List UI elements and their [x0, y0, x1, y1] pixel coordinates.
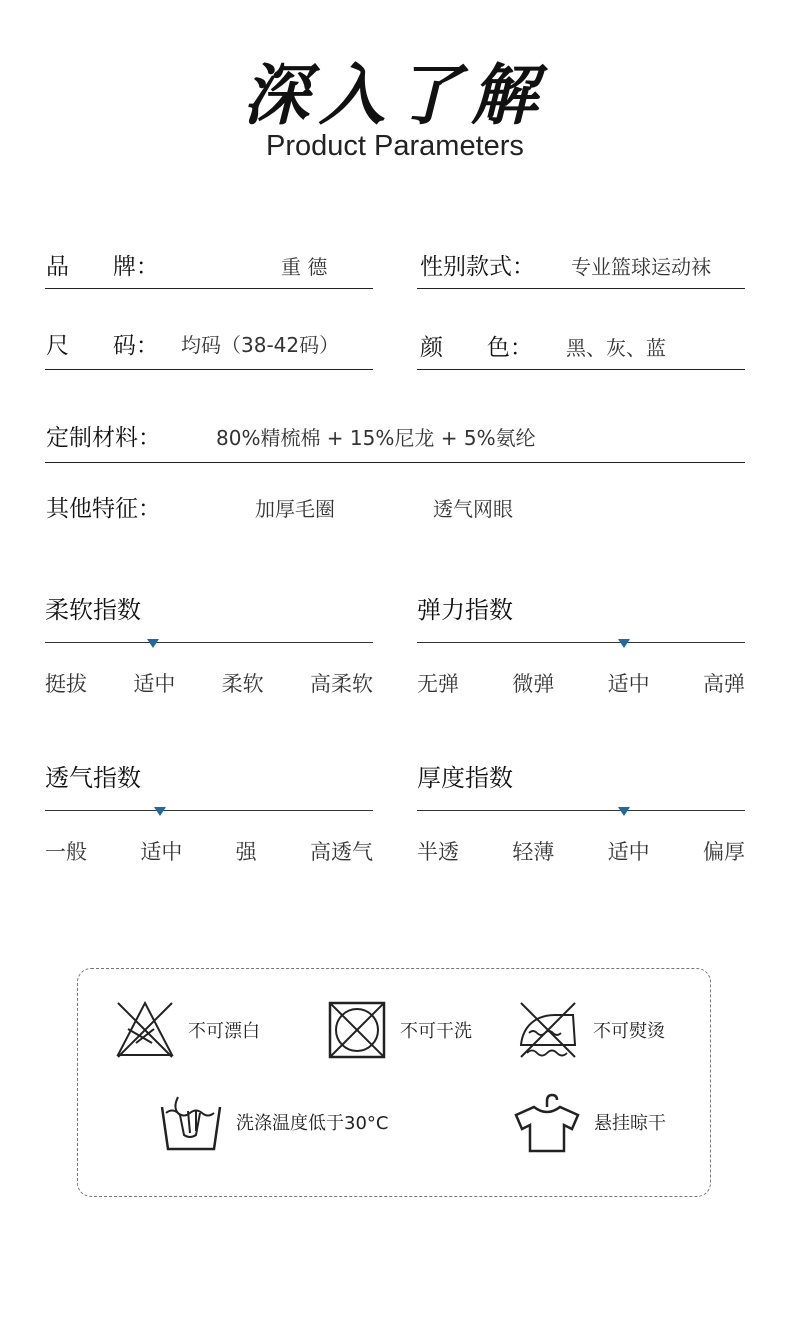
- care-item-no-bleach: [114, 999, 260, 1061]
- index-label: 高柔软: [309, 672, 373, 696]
- index-track: [45, 810, 373, 811]
- index-track: [417, 642, 745, 643]
- index-title: 厚度指数: [417, 764, 513, 792]
- features-label: 其他特征：: [46, 496, 161, 522]
- index-label: 强: [235, 840, 257, 864]
- wash-30-icon: [158, 1089, 224, 1155]
- index-label: 适中: [607, 840, 650, 864]
- index-track: [417, 810, 745, 811]
- index-label: 一般: [45, 840, 87, 864]
- care-item-wash-30: [158, 1089, 388, 1155]
- index-label: 轻薄: [512, 840, 555, 864]
- color-value: 黑、灰、蓝: [566, 336, 666, 360]
- care-text: 洗涤温度低于30°C: [236, 1113, 389, 1134]
- no-dry-clean-icon: [326, 999, 388, 1061]
- page-subtitle: Product Parameters: [266, 130, 524, 162]
- care-text: 不可漂白: [188, 1021, 260, 1042]
- index-labels: [417, 836, 745, 866]
- index-label: 高透气: [309, 840, 373, 864]
- index-label: 挺拔: [45, 672, 87, 696]
- no-bleach-icon: [114, 999, 176, 1061]
- size-underline: [45, 369, 373, 370]
- index-marker: [154, 807, 166, 816]
- care-item-no-dry-clean: [326, 999, 472, 1061]
- index-labels: [417, 668, 745, 698]
- hang-dry-icon: [512, 1089, 582, 1155]
- index-label: 偏厚: [702, 840, 745, 864]
- index-label: 无弹: [417, 672, 459, 696]
- style-value: 专业篮球运动袜: [571, 255, 711, 279]
- material-value: 80%精梳棉 + 15%尼龙 + 5%氨纶: [216, 426, 536, 450]
- color-underline: [417, 369, 745, 370]
- index-marker: [147, 639, 159, 648]
- feature-item: 加厚毛圈: [255, 497, 335, 521]
- care-text: 不可熨烫: [593, 1021, 665, 1042]
- feature-item: 透气网眼: [433, 497, 513, 521]
- index-title: 透气指数: [45, 764, 141, 792]
- care-instructions-box: [77, 968, 711, 1197]
- index-marker: [618, 807, 630, 816]
- index-title: 弹力指数: [417, 596, 513, 624]
- brand-label: 品 牌：: [46, 254, 159, 280]
- page-title: 深入了解: [243, 57, 547, 134]
- index-labels: [45, 836, 373, 866]
- index-label: 高弹: [702, 672, 745, 696]
- care-item-hang-dry: [512, 1089, 666, 1155]
- index-marker: [618, 639, 630, 648]
- material-label: 定制材料：: [46, 425, 161, 451]
- material-underline: [45, 462, 745, 463]
- style-underline: [417, 288, 745, 289]
- style-label: 性别款式：: [420, 254, 535, 280]
- brand-underline: [45, 288, 373, 289]
- care-item-no-iron: [515, 999, 665, 1061]
- index-label: 适中: [140, 840, 183, 864]
- index-track: [45, 642, 373, 643]
- index-label: 微弹: [512, 672, 555, 696]
- index-label: 适中: [607, 672, 650, 696]
- index-labels: [45, 668, 373, 698]
- brand-value: 重 德: [281, 255, 328, 279]
- care-text: 不可干洗: [400, 1021, 472, 1042]
- index-label: 半透: [417, 840, 459, 864]
- index-label: 柔软: [221, 672, 264, 696]
- color-label: 颜 色：: [420, 335, 533, 361]
- no-iron-icon: [515, 999, 581, 1061]
- care-text: 悬挂晾干: [594, 1113, 666, 1134]
- index-title: 柔软指数: [45, 596, 141, 624]
- size-label: 尺 码：: [46, 333, 159, 359]
- index-label: 适中: [133, 672, 176, 696]
- size-value: 均码（38-42码）: [181, 333, 340, 357]
